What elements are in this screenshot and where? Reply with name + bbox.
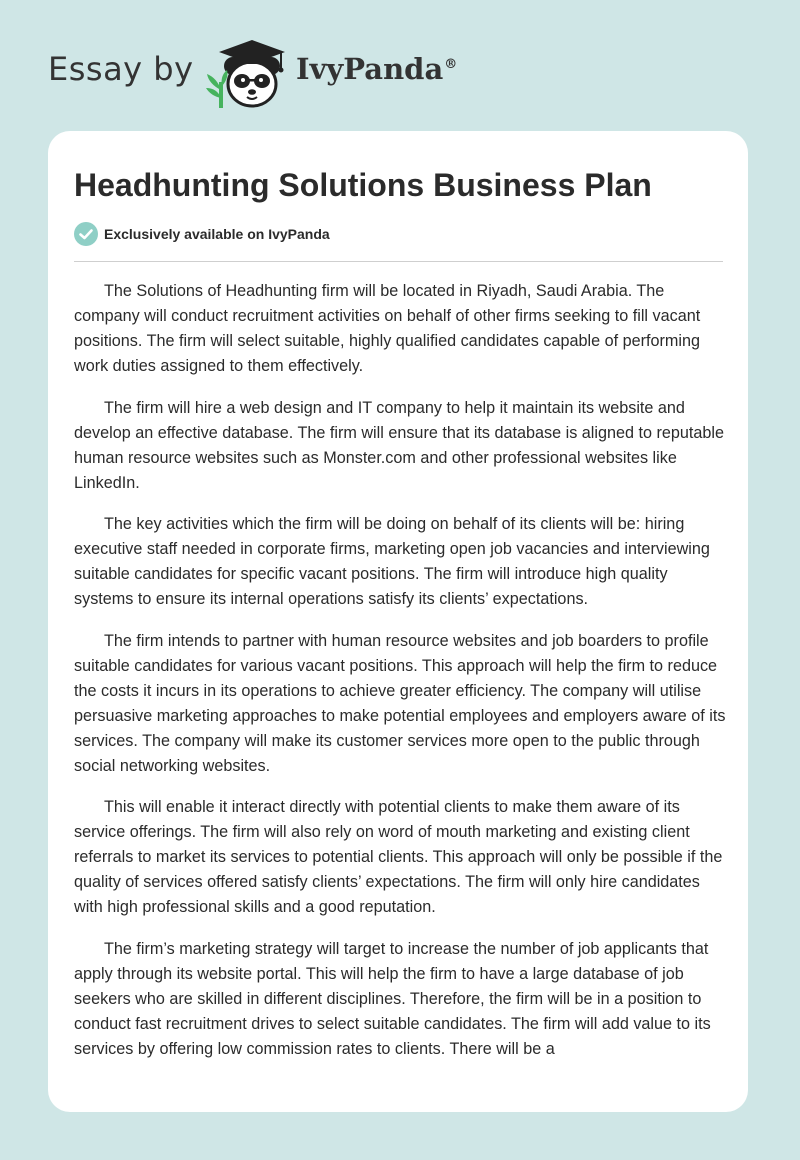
registered-mark: ® xyxy=(444,57,458,73)
paragraph: The Solutions of Headhunting firm will be located in Riyadh, Saudi Arabia. The company will conduct recruitment activities on behalf of other firms seeking to fill vacant positions. The firm will select suitable, highly qualified candidates capable of performing work duties assigned to them effectively. xyxy=(74,282,701,375)
paragraph: The firm’s marketing strategy will target to increase the number of job applicants that apply through its website portal. This will help the firm to have a large database of job seekers who are skilled in different disciplines. Therefore, the firm will be in a position to conduct fast recruitment drives to select suitable candidates. The firm will add value to its services by offering low commission rates to clients. There will be a xyxy=(74,939,711,1058)
paragraph: The firm intends to partner with human resource websites and job boarders to profile suitable candidates for various vacant positions. This approach will help the firm to reduce the costs it incurs in its operations to achieve greater efficiency. The company will utilise persuasive marketing approaches to make potential employees and employers aware of its services. The company will make its customer services more open to the public through social networking websites. xyxy=(74,631,726,775)
site-header xyxy=(48,30,528,110)
essay-by-label: Essay by xyxy=(48,50,194,88)
essay-body xyxy=(74,279,726,1078)
divider xyxy=(74,261,723,262)
panda-graduate-logo-icon[interactable] xyxy=(203,34,293,110)
essay-card xyxy=(48,131,748,1112)
paragraph: The key activities which the firm will be doing on behalf of its clients will be: hiring executive staff needed in corporate firms, marketing open job vacancies and interviewing suitable candidates for specific vacant positions. The firm will introduce high quality systems to ensure its internal operations satisfy its clients’ expectations. xyxy=(74,515,710,608)
brand-name[interactable]: IvyPanda® xyxy=(296,52,458,86)
paragraph: This will enable it interact directly with potential clients to make them aware of its service offerings. The firm will also rely on word of mouth marketing and existing client referrals to market its services to potential clients. This approach will only be possible if the quality of services offered satisfy clients’ expectations. The firm will only hire candidates with high professional skills and a good reputation. xyxy=(74,798,723,916)
paragraph: The firm will hire a web design and IT company to help it maintain its website and develop an effective database. The firm will ensure that its database is aligned to reputable human resource websites such as Monster.com and other professional websites like LinkedIn. xyxy=(74,398,725,492)
exclusive-badge xyxy=(74,221,330,247)
badge-label: Exclusively available on IvyPanda xyxy=(104,226,330,242)
check-circle-icon xyxy=(74,222,98,246)
page-title: Headhunting Solutions Business Plan xyxy=(74,167,652,203)
